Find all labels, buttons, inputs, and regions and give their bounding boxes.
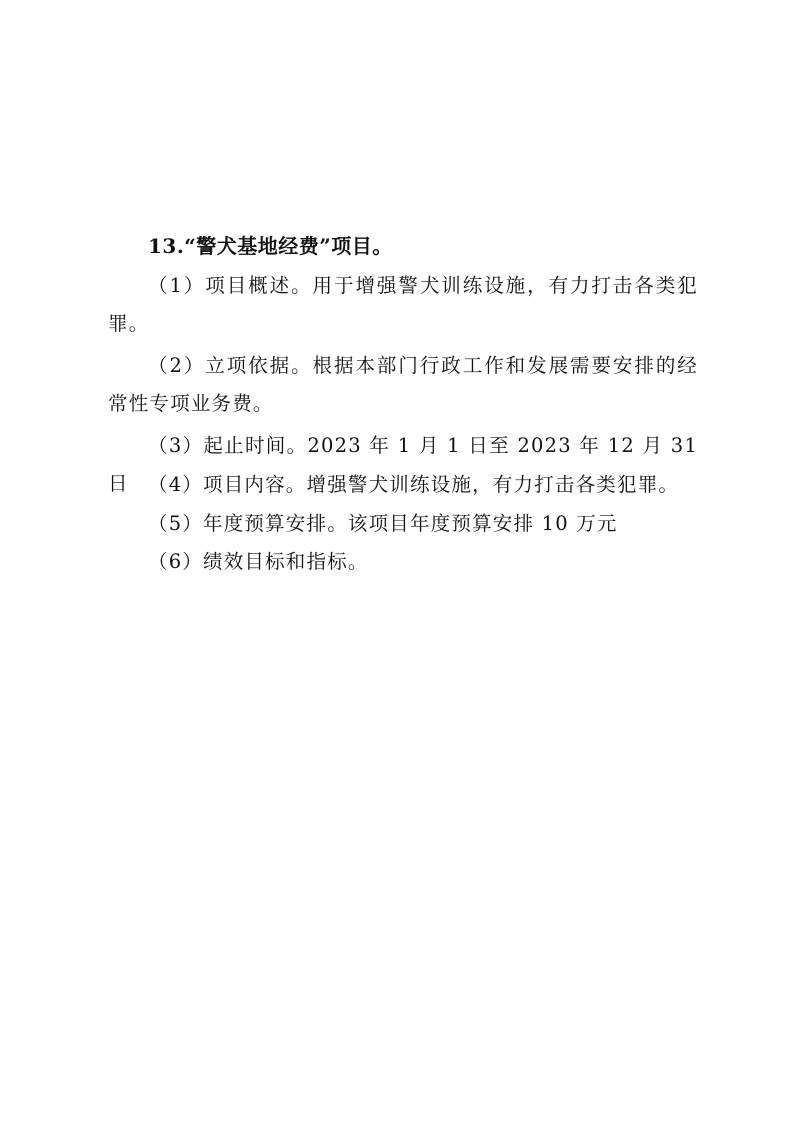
paragraph-performance-goals: （6）绩效目标和指标。 xyxy=(148,550,369,573)
section-heading: 13.“警犬基地经费”项目。 xyxy=(148,234,393,258)
paragraph-annual-budget: （5）年度预算安排。该项目年度预算安排 10 万元 xyxy=(148,512,618,535)
paragraph-project-period: （3）起止时间。2023 年 1 月 1 日至 2023 年 12 月 31 日 xyxy=(108,434,698,495)
paragraph-project-content: （4）项目内容。增强警犬训练设施，有力打击各类犯罪。 xyxy=(148,473,680,496)
paragraph-project-overview: （1）项目概述。用于增强警犬训练设施，有力打击各类犯罪。 xyxy=(108,274,698,335)
paragraph-project-basis: （2）立项依据。根据本部门行政工作和发展需要安排的经常性专项业务费。 xyxy=(108,354,698,415)
